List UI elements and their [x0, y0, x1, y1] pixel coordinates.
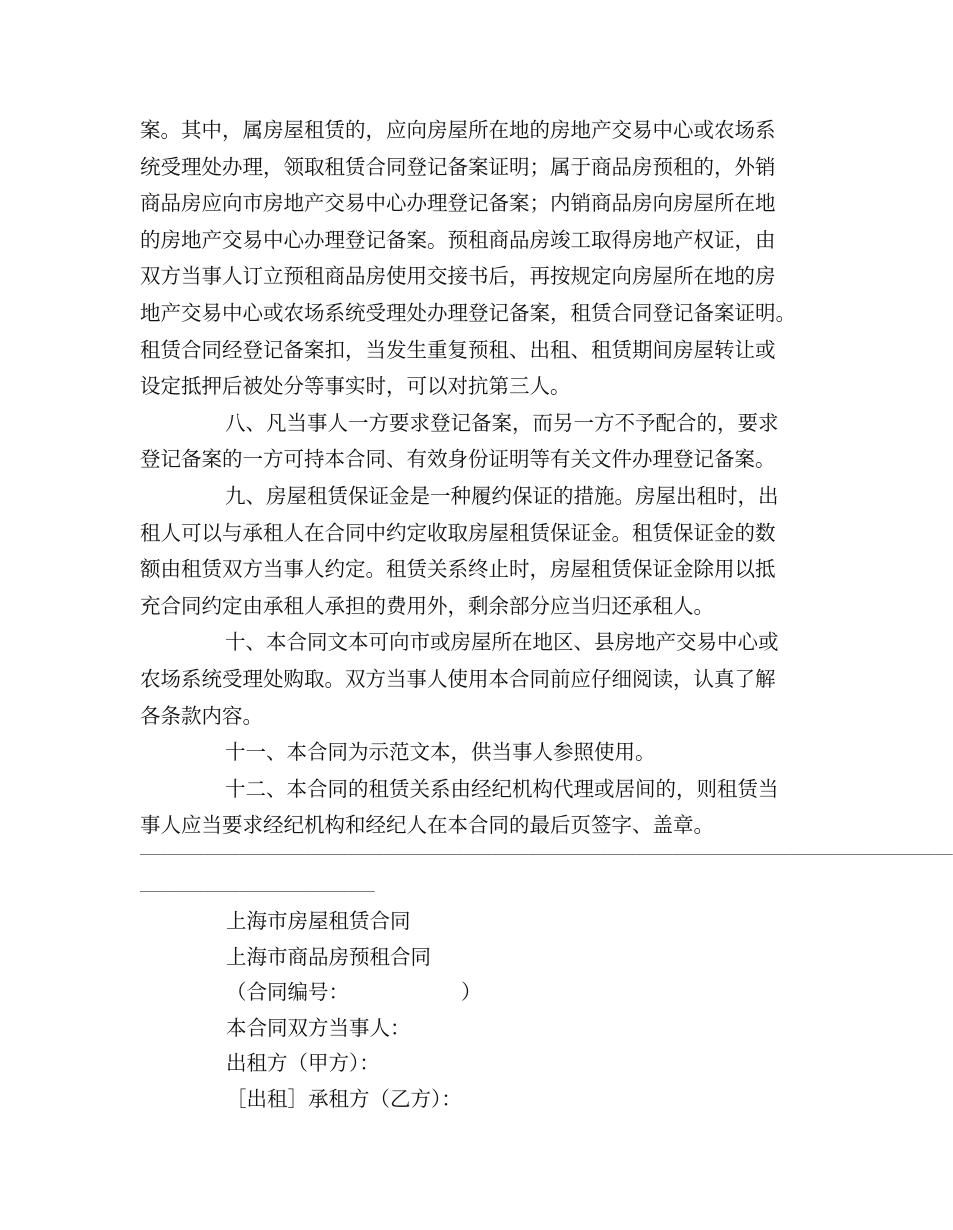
paragraph-line: 双方当事人订立预租商品房使用交接书后，再按规定向房屋所在地的房: [140, 264, 776, 289]
contract-number-close: ）: [461, 980, 482, 1004]
clause-8-line: 八、凡当事人一方要求登记备案，而另一方不予配合的，要求: [225, 410, 779, 435]
clause-9-line: 九、房屋租赁保证金是一种履约保证的措施。房屋出租时，出: [225, 483, 779, 508]
clause-10-line: 农场系统受理处购取。双方当事人使用本合同前应仔细阅读，认真了解: [140, 666, 776, 691]
clause-12-line: 事人应当要求经纪机构和经纪人在本合同的最后页签字、盖章。: [140, 813, 714, 838]
paragraph-line: 统受理处办理，领取租赁合同登记备案证明；属于商品房预租的，外销: [140, 154, 776, 179]
paragraph-line: 的房地产交易中心办理登记备案。预租商品房竣工取得房地产权证，由: [140, 227, 776, 252]
clause-8-line: 登记备案的一方可持本合同、有效身份证明等有关文件办理登记备案。: [140, 447, 776, 472]
document-body: [140, 112, 820, 844]
contract-number-line: [226, 975, 826, 1011]
contract-title-lease: 上海市房屋租赁合同: [226, 909, 411, 933]
contract-title-prelease: 上海市商品房预租合同: [226, 944, 431, 969]
clause-10-line: 各条款内容。: [140, 703, 263, 728]
paragraph-line: 地产交易中心或农场系统受理处办理登记备案，租赁合同登记备案证明。: [140, 300, 796, 325]
clause-9-line: 额由租赁双方当事人约定。租赁关系终止时，房屋租赁保证金除用以抵: [140, 557, 776, 582]
clause-10-line: 十、本合同文本可向市或房屋所在地区、县房地产交易中心或: [225, 630, 779, 655]
clause-11-line: 十一、本合同为示范文本，供当事人参照使用。: [225, 740, 656, 765]
lessee-label: ［出租］承租方（乙方）：: [226, 1086, 462, 1111]
contract-cover-block: [226, 904, 826, 1117]
paragraph-line: 案。其中，属房屋租赁的，应向房屋所在地的房地产交易中心或农场系: [140, 118, 776, 142]
paragraph-line: 商品房应向市房地产交易中心办理登记备案；内销商品房向房屋所在地: [140, 191, 776, 216]
paragraph-line: 设定抵押后被处分等事实时，可以对抗第三人。: [140, 374, 571, 399]
separator-line: __________________________________________________________________________________________: [140, 837, 953, 855]
lessor-label: 出租方（甲方）：: [226, 1051, 380, 1075]
clause-12-line: 十二、本合同的租赁关系由经纪机构代理或居间的，则租赁当: [225, 776, 779, 801]
clause-9-line: 充合同约定由承租人承担的费用外，剩余部分应当归还承租人。: [140, 593, 714, 618]
clause-9-line: 租人可以与承租人在合同中约定收取房屋租赁保证金。租赁保证金的数: [140, 520, 776, 545]
separator-line-tail: __________________________: [140, 874, 375, 892]
parties-heading: 本合同双方当事人：: [226, 1015, 411, 1040]
contract-number-label: （合同编号：: [226, 980, 349, 1004]
paragraph-line: 租赁合同经登记备案扣，当发生重复预租、出租、租赁期间房屋转让或: [140, 337, 776, 362]
